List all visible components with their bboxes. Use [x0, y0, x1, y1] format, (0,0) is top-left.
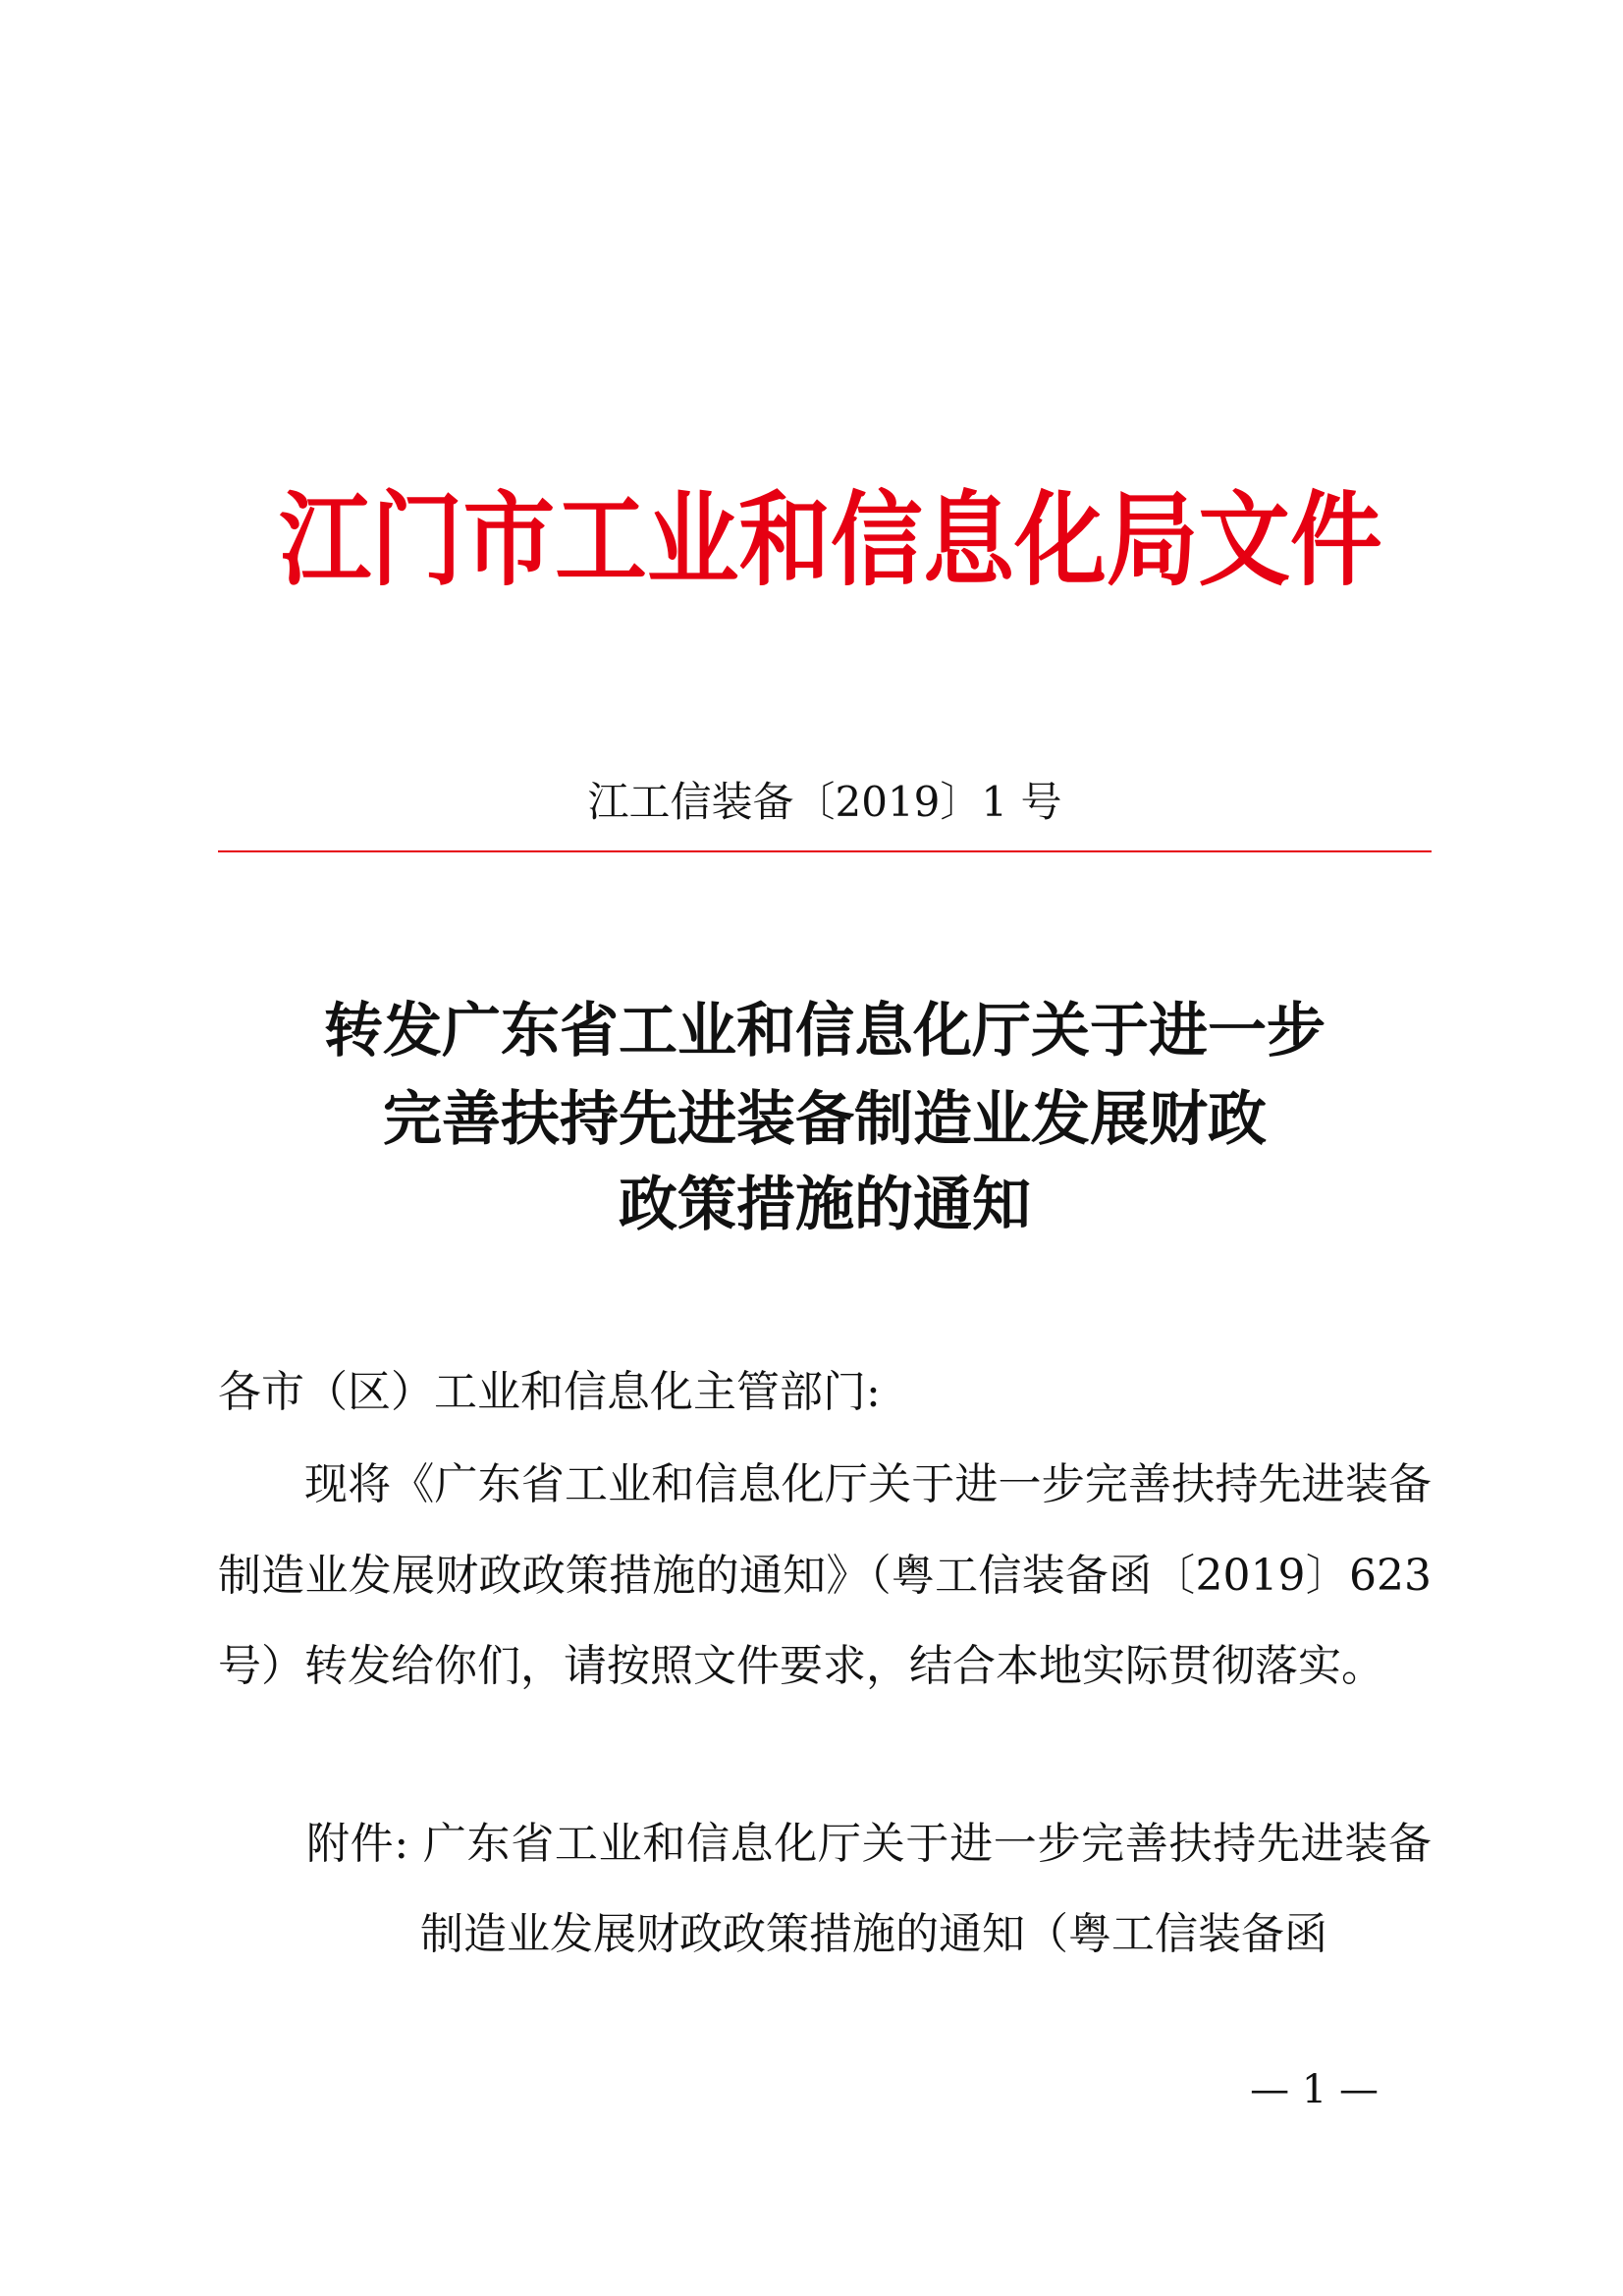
attachment-line: 附件: 广东省工业和信息化厅关于进一步完善扶持先进装备: [306, 1819, 1432, 1869]
body-paragraph-line: 制造业发展财政政策措施的通知》（粤工信装备函〔2019〕623: [218, 1551, 1432, 1601]
document-title-line: 政策措施的通知: [619, 1171, 1031, 1239]
masthead-title: 江门市工业和信息化局文件: [279, 479, 1382, 600]
salutation: 各市（区）工业和信息化主管部门:: [218, 1367, 881, 1417]
document-masthead: [218, 479, 1432, 600]
document-title-line: 完善扶持先进装备制造业发展财政: [383, 1085, 1267, 1154]
document-number: 江工信装备〔2019〕1 号: [587, 778, 1062, 826]
body-paragraph-line: 现将《广东省工业和信息化厅关于进一步完善扶持先进装备: [304, 1459, 1432, 1509]
page-number: — 1 —: [1250, 2067, 1379, 2112]
document-title-line: 转发广东省工业和信息化厅关于进一步: [324, 997, 1325, 1066]
attachment-line: 制造业发展财政政策措施的通知（粤工信装备函: [420, 1909, 1327, 1959]
red-divider-line: [218, 850, 1432, 852]
body-paragraph-line: 号）转发给你们，请按照文件要求，结合本地实际贯彻落实。: [218, 1641, 1384, 1691]
